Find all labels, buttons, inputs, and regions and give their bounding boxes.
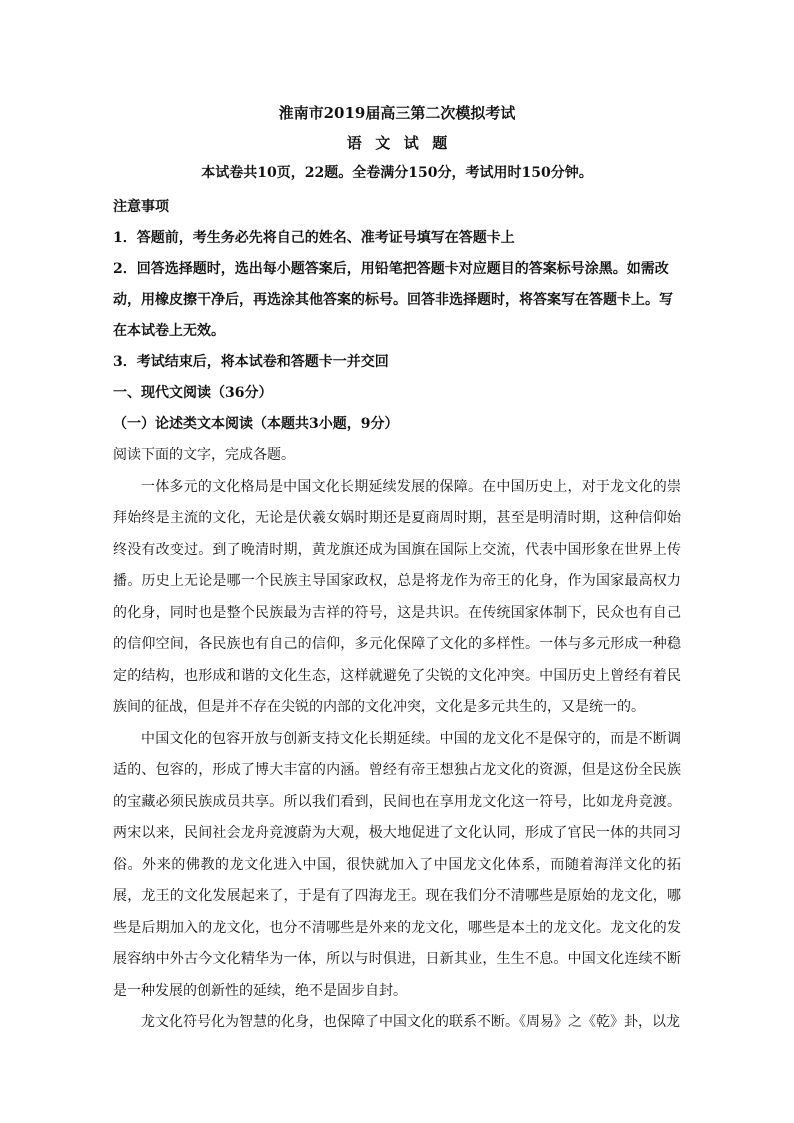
reading-passage [113, 440, 681, 1039]
reading-instruction: 阅读下面的文字，完成各题。 [113, 447, 295, 463]
exam-title: 淮南市2019届高三第二次模拟考试 [278, 104, 516, 122]
exam-info: 本试卷共10页，22题。全卷满分150分，考试用时150分钟。 [201, 165, 593, 181]
notes-item-3: 3．考试结束后，将本试卷和答题卡一并交回 [113, 354, 389, 370]
passage-paragraph-3: 龙文化符号化为智慧的化身，也保障了中国文化的联系不断。《周易》之《乾》卦，以龙 [141, 1014, 680, 1030]
notes-item-2: 2．回答选择题时，选出每小题答案后，用铅笔把答题卡对应题目的答案标号涂黑。如需改动，用橡皮擦干净后，再选涂其他答案的标号。回答非选择题时，将答案写在答题卡上。写在本试卷上无效。 [113, 261, 673, 339]
passage-paragraph-1: 一体多元的文化格局是中国文化长期延续发展的保障。在中国历史上，对于龙文化的崇拜始终是主流的文化，无论是伏羲女娲时期还是夏商周时期，甚至是明清时期，这种信仰始终没有改变过。到了晚清时期，黄龙旗还成为国旗在国际上交流，代表中国形象在世界上传播。历史上无论是哪一个民族主导国家政权，总是将龙作为帝王的化身，作为国家最高权力的化身，同时也是整个民族最为吉祥的符号，这是共识。在传统国家体制下，民众也有自己的信仰空间，各民族也有自己的信仰，多元化保障了文化的多样性。一体与多元形成一种稳定的结构，也形成和谐的文化生态，这样就避免了尖锐的文化冲突。中国历史上曾经有着民族间的征战，但是并不存在尖锐的内部的文化冲突，文化是多元共生的，又是统一的。 [113, 478, 681, 715]
notes-item-1: 1．答题前，考生务必先将自己的姓名、准考证号填写在答题卡上 [113, 230, 515, 246]
exam-subtitle: 语文试题 [346, 134, 461, 152]
notes-heading: 注意事项 [113, 199, 169, 215]
notes-list [113, 223, 683, 378]
section-heading: 一、现代文阅读（36分） [113, 385, 273, 401]
section-subheading: （一）论述类文本阅读（本题共3小题，9分） [113, 416, 399, 432]
passage-paragraph-2: 中国文化的包容开放与创新支持文化长期延续。中国的龙文化不是保守的，而是不断调适的、包容的，形成了博大丰富的内涵。曾经有帝王想独占龙文化的资源，但是这份全民族的宝藏必须民族成员共享。所以我们看到，民间也在享用龙文化这一符号，比如龙舟竞渡。两宋以来，民间社会龙舟竞渡蔚为大观，极大地促进了文化认同，形成了官民一体的共同习俗。外来的佛教的龙文化进入中国，很快就加入了中国龙文化体系，而随着海洋文化的拓展，龙王的文化发展起来了，于是有了四海龙王。现在我们分不清哪些是原始的龙文化，哪些是后期加入的龙文化，也分不清哪些是外来的龙文化，哪些是本土的龙文化。龙文化的发展容纳中外古今文化精华为一体，所以与时俱进，日新其业，生生不息。中国文化连续不断是一种发展的创新性的延续，绝不是固步自封。 [113, 730, 681, 999]
